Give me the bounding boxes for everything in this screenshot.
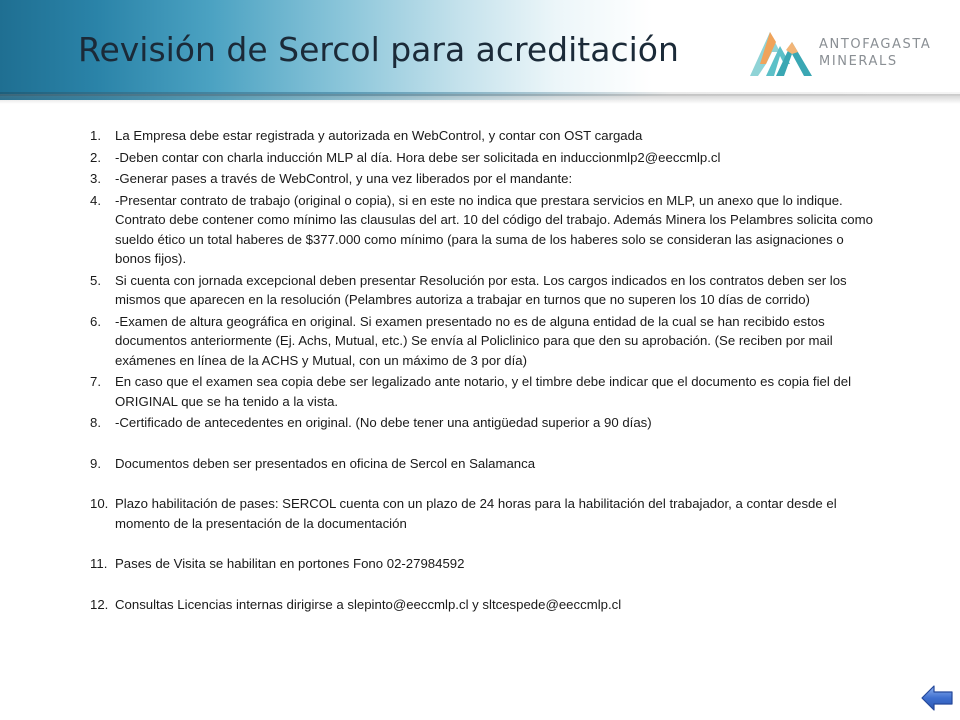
list-item bbox=[90, 312, 880, 371]
back-arrow-icon bbox=[920, 684, 954, 712]
list-item bbox=[90, 191, 880, 269]
list-item bbox=[90, 126, 880, 146]
list-item bbox=[90, 413, 880, 433]
logo-line-1: ANTOFAGASTA bbox=[819, 37, 932, 52]
logo-text bbox=[819, 36, 931, 70]
item-number: 10. bbox=[90, 496, 109, 511]
slide-body bbox=[90, 126, 880, 616]
item-text: Plazo habilitación de pases: SERCOL cuenta con un plazo de 24 horas para la habilitación del trabajador, a contar desde el momento de la presentación de la documentación bbox=[115, 496, 837, 531]
header-shadow bbox=[0, 94, 960, 104]
item-text: En caso que el examen sea copia debe ser legalizado ante notario, y el timbre debe indicar que el documento es copia fiel del ORIGINAL que se ha tenido a la vista. bbox=[115, 374, 852, 409]
item-text: Pases de Visita se habilitan en portones Fono 02-27984592 bbox=[115, 556, 465, 571]
list-item bbox=[90, 454, 880, 474]
item-number: 2. bbox=[90, 149, 101, 165]
item-text: -Generar pases a través de WebControl, y una vez liberados por el mandante: bbox=[115, 171, 573, 186]
item-number: 9. bbox=[90, 455, 101, 471]
item-number: 4. bbox=[90, 192, 101, 208]
item-text: La Empresa debe estar registrada y autorizada en WebControl, y contar con OST cargada bbox=[115, 128, 643, 143]
item-text: Consultas Licencias internas dirigirse a slepinto@eeccmlp.cl y sltcespede@eeccmlp.cl bbox=[115, 596, 622, 612]
item-number: 1. bbox=[90, 128, 101, 143]
item-text: -Presentar contrato de trabajo (original o copia), si en este no indica que prestara servicios en MLP, un anexo que lo indique. Contrato debe contener como mínimo las clausulas del art. 10 del código del trabajo. Además Minera los Pelambres solicita como sueldo ético un total haberes de $377.000 como mínimo (para la suma de los haberes solo se consideran las asignaciones o bonos fijos). bbox=[115, 192, 873, 266]
item-number: 3. bbox=[90, 171, 101, 186]
item-text: -Deben contar con charla inducción MLP al día. Hora debe ser solicitada en induccionmlp2@eeccmlp.cl bbox=[115, 149, 721, 165]
item-number: 8. bbox=[90, 415, 101, 430]
item-number: 6. bbox=[90, 313, 101, 329]
list-item bbox=[90, 148, 880, 168]
back-navigation-button[interactable] bbox=[920, 684, 954, 712]
list-item bbox=[90, 494, 880, 533]
slide-header bbox=[0, 0, 960, 100]
item-number: 7. bbox=[90, 374, 101, 389]
item-text: -Certificado de antecedentes en original. (No debe tener una antigüedad superior a 90 días) bbox=[115, 415, 652, 430]
item-text: Si cuenta con jornada excepcional deben presentar Resolución por esta. Los cargos indicados en los contratos deben ser los mismos que aparecen en la resolución (Pelambres autoriza a trabajar en turnos que no superen los 10 días de corrido) bbox=[115, 272, 847, 307]
list-item bbox=[90, 595, 880, 615]
item-text: Documentos deben ser presentados en oficina de Sercol en Salamanca bbox=[115, 455, 536, 471]
antofagasta-minerals-logo bbox=[746, 26, 946, 80]
list-item bbox=[90, 372, 880, 411]
list-item bbox=[90, 271, 880, 310]
list-item bbox=[90, 554, 880, 574]
list-item bbox=[90, 169, 880, 189]
slide-title: Revisión de Sercol para acreditación bbox=[78, 30, 679, 69]
logo-mark-icon bbox=[746, 26, 816, 80]
item-number: 11. bbox=[90, 556, 108, 571]
item-number: 12. bbox=[90, 596, 109, 612]
item-number: 5. bbox=[90, 272, 101, 288]
requirements-list bbox=[90, 126, 880, 614]
item-text: -Examen de altura geográfica en original. Si examen presentado no es de alguna entidad de la cual se han recibido estos documentos anteriormente (Ej. Achs, Mutual, etc.) Se envía al Policlinico para que den su aprobación. (Se reciben por mail exámenes en línea de la ACHS y Mutual, con un máximo de 3 por día) bbox=[115, 313, 833, 368]
logo-line-2: MINERALS bbox=[819, 54, 898, 69]
